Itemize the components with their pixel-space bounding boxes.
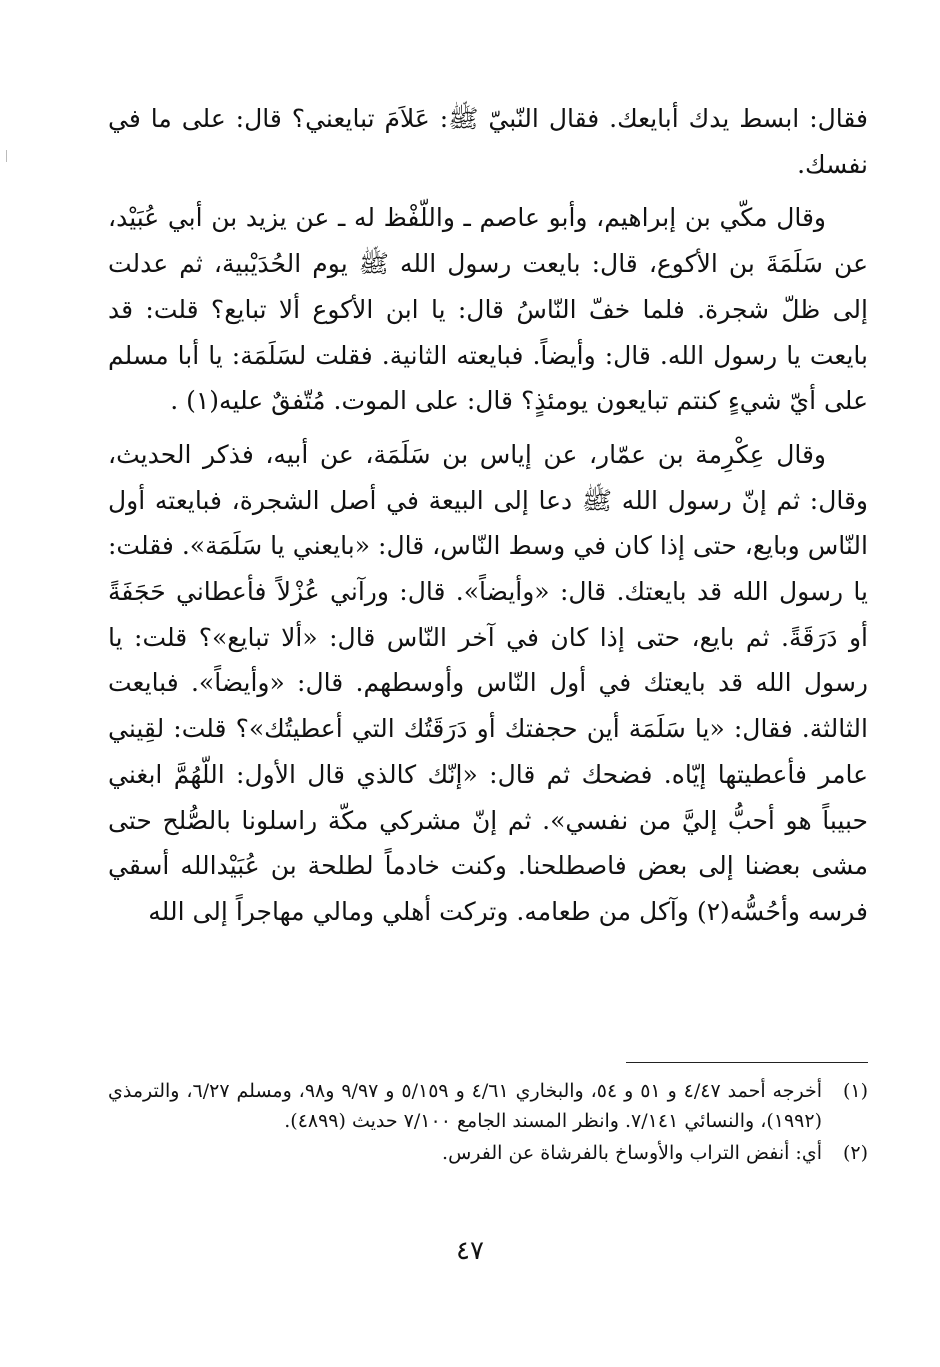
footnote-text: أخرجه أحمد ٤/٤٧ و ٥١ و ٥٤، والبخاري ٤/٦١ و ٥/١٥٩ و ٩/٩٧ و٩٨، ومسلم ٦/٢٧، والترمذي (١٩٩٢)، والنسائي ٧/١٤١. وانظر المسند الجامع ٧/١٠٠ حديث (٤٨٩٩).	[108, 1080, 822, 1132]
footnotes	[108, 1076, 868, 1168]
paragraph-1: فقال: ابسط يدك أبايعك. فقال النّبيّ ﷺ: عَلاَمَ تبايعني؟ قال: على ما في نفسك.	[108, 104, 868, 179]
footnote-2	[108, 1138, 868, 1168]
main-text	[108, 96, 868, 935]
footnote-text: أي: أنفض التراب والأوساخ بالفرشاة عن الفرس.	[442, 1142, 822, 1164]
paragraph-3: وقال عِكْرِمة بن عمّار، عن إياس بن سَلَمَة، عن أبيه، فذكر الحديث، وقال: ثم إنّ رسول الله ﷺ دعا إلى البيعة في أصل الشجرة، فبايعته أول النّاس وبايع، حتى إذا كان في وسط النّاس، قال: «بايعني يا سَلَمَة». فقلت: يا رسول الله قد بايعتك. قال: «وأيضاً». قال: ورآني عُزْلاً فأعطاني حَجَفَةً أو دَرَقَةً. ثم بايع، حتى إذا كان في آخر النّاس قال: «ألا تبايع»؟ قلت: يا رسول الله قد بايعتك في أول النّاس وأوسطهم. قال: «وأيضاً». فبايعت الثالثة. فقال: «يا سَلَمَة أين حجفتك أو دَرَقَتُك التي أعطيتُك»؟ قلت: لقِيني عامر فأعطيتها إيّاه. فضحك ثم قال: «إنّك كالذي قال الأول: اللّهُمَّ ابغني حبيباً هو أحبُّ إليَّ من نفسي». ثم إنّ مشركي مكّة راسلونا بالصُّلح حتى مشى بعضنا إلى بعض فاصطلحنا. وكنت خادماً لطلحة بن عُبَيْدالله أسقي فرسه وأحُسُّه(٢) وآكل من طعامه. وتركت أهلي ومالي مهاجراً إلى الله	[108, 439, 868, 926]
footnote-number: (٢)	[842, 1142, 868, 1164]
footnote-separator	[626, 1062, 868, 1063]
footnote-1	[108, 1076, 868, 1136]
scan-edge-mark	[6, 150, 7, 162]
paragraph-2: وقال مكّي بن إبراهيم، وأبو عاصم ـ واللّفْظ له ـ عن يزيد بن أبي عُبَيْد، عن سَلَمَةَ بن الأكوع، قال: بايعت رسول الله ﷺ يوم الحُدَيْبية، ثم عدلت إلى ظلّ شجرة. فلما خفّ النّاسُ قال: يا ابن الأكوع ألا تبايع؟ قلت: قد بايعت يا رسول الله. قال: وأيضاً. فبايعته الثانية. فقلت لسَلَمَة: يا أبا مسلم على أيّ شيءٍ كنتم تبايعون يومئذٍ؟ قال: على الموت. مُتّفقٌ عليه(١) .	[108, 203, 868, 416]
page-number: ٤٧	[456, 1236, 484, 1266]
footnote-number: (١)	[842, 1080, 868, 1102]
